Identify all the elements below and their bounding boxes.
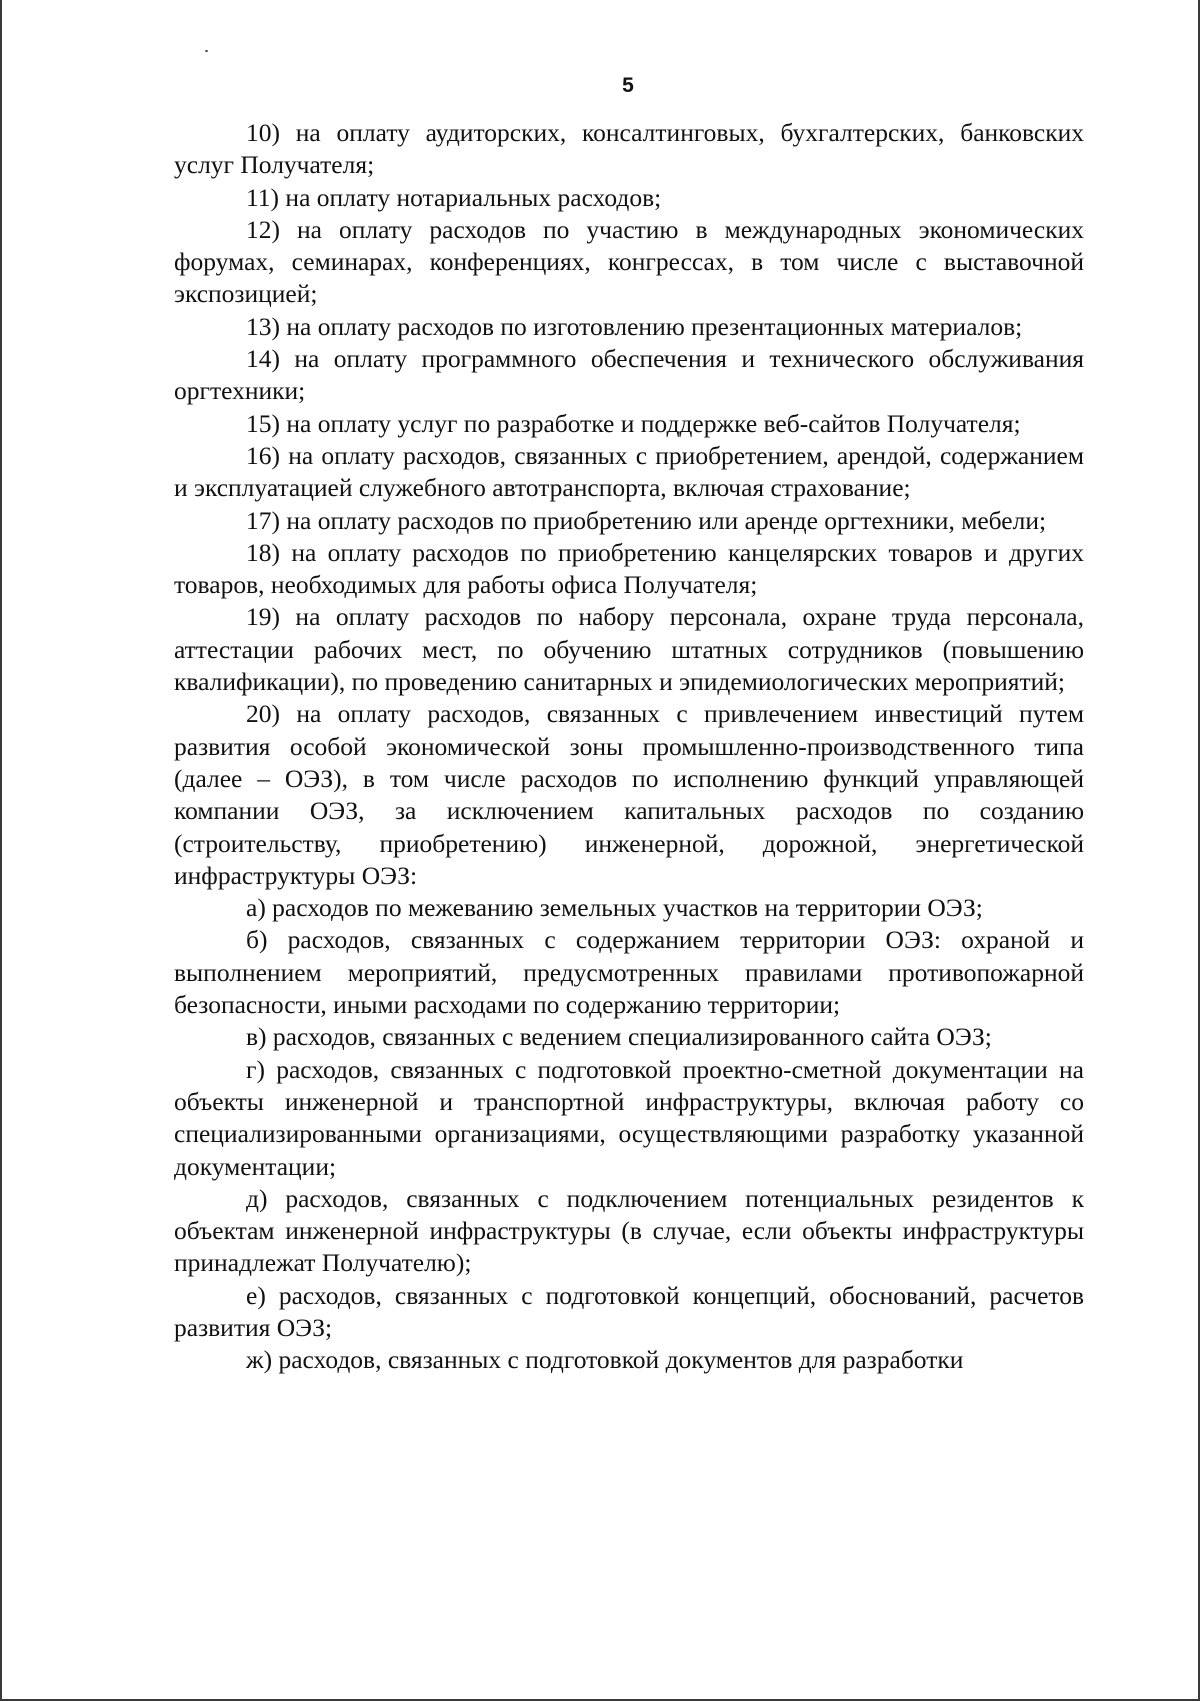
page-number: 5 — [622, 74, 634, 97]
subitem-a: а) расходов по межеванию земельных участков на территории ОЭЗ; — [246, 893, 983, 923]
paragraph-item-19: 19) на оплату расходов по набору персонала, охране труда персонала, аттестации рабочих мест, по обучению штатных сотрудников (повышению квалификации), по проведению санитарных и эпидемиологических мероприятий; — [174, 602, 1084, 697]
paragraph-item-13: 13) на оплату расходов по изготовлению презентационных материалов; — [246, 311, 1023, 341]
scan-speck — [205, 50, 208, 52]
paragraph-item-20: 20) на оплату расходов, связанных с привлечением инвестиций путем развития особой экономической зоны промышленно-производственного типа (далее – ОЭЗ), в том числе расходов по исполнению функций управляющей компании ОЭЗ, за исключением капитальных расходов по созданию (строительству, приобретению) инженерной, дорожной, энергетической инфраструктуры ОЭЗ: — [174, 699, 1084, 890]
subitem-b: б) расходов, связанных с содержанием территории ОЭЗ: охраной и выполнением мероприятий, предусмотренных правилами противопожарной безопасности, иными расходами по содержанию территории; — [174, 925, 1084, 1020]
subitem-d: д) расходов, связанных с подключением потенциальных резидентов к объектам инженерной инфраструктуры (в случае, если объекты инфраструктуры принадлежат Получателю); — [174, 1183, 1084, 1278]
paragraph-item-12: 12) на оплату расходов по участию в международных экономических форумах, семинарах, конференциях, конгрессах, в том числе с выставочной экспозицией; — [174, 214, 1084, 309]
document-body — [174, 117, 1084, 1377]
paragraph-item-17: 17) на оплату расходов по приобретению или аренде оргтехники, мебели; — [246, 505, 1047, 535]
paragraph-item-11: 11) на оплату нотариальных расходов; — [246, 182, 662, 212]
subitem-e: е) расходов, связанных с подготовкой концепций, обоснований, расчетов развития ОЭЗ; — [174, 1280, 1084, 1342]
scan-edge-left — [0, 0, 2, 1701]
paragraph-item-18: 18) на оплату расходов по приобретению канцелярских товаров и других товаров, необходимых для работы офиса Получателя; — [174, 537, 1084, 600]
paragraph-item-14: 14) на оплату программного обеспечения и технического обслуживания оргтехники; — [174, 344, 1084, 406]
subitem-v: в) расходов, связанных с ведением специализированного сайта ОЭЗ; — [246, 1022, 992, 1052]
paragraph-item-16: 16) на оплату расходов, связанных с приобретением, арендой, содержанием и эксплуатацией служебного автотранспорта, включая страхование; — [174, 440, 1084, 503]
subitem-zh: ж) расходов, связанных с подготовкой документов для разработки — [246, 1345, 964, 1375]
paragraph-item-10: 10) на оплату аудиторских, консалтинговых, бухгалтерских, банковских услуг Получателя; — [174, 118, 1084, 180]
paragraph-item-15: 15) на оплату услуг по разработке и поддержке веб-сайтов Получателя; — [246, 408, 1021, 438]
subitem-g: г) расходов, связанных с подготовкой проектно-сметной документации на объекты инженерной и транспортной инфраструктуры, включая работу со специализированными организациями, осуществляющими разработку указанной документации; — [174, 1054, 1084, 1181]
